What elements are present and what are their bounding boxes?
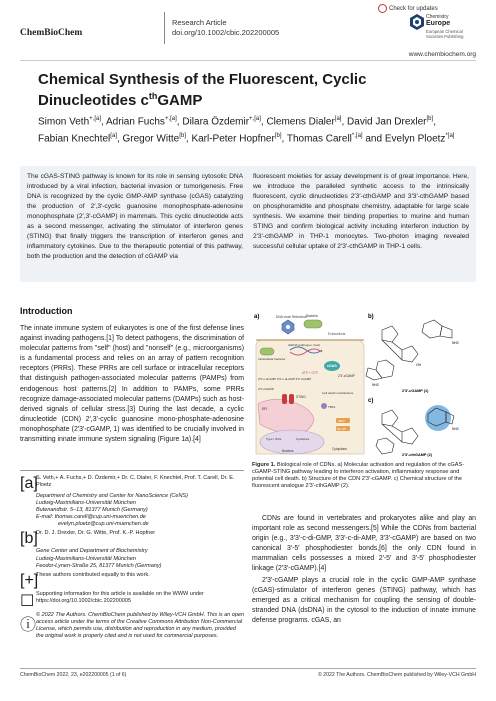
title-main: Chemical Synthesis of the Fluorescent, Cyclic Dinucleotides c (38, 71, 367, 109)
author-name: Clemens Dialer (266, 116, 335, 128)
society-name: Europe (426, 20, 451, 27)
cgamp-lower-label: 2′3′-cGAMP (258, 387, 274, 391)
author-affiliation: [b] (179, 133, 186, 140)
aff-b-label: [b] (20, 530, 38, 548)
society-subtitle: European Chemical Societies Publishing (426, 29, 464, 39)
author-affiliation: +,[a] (249, 116, 261, 122)
cgas-label: cGAS (327, 364, 337, 368)
aff-a-email[interactable]: E-mail: thomas.carell@cup.uni-muenchen.de (36, 514, 146, 521)
plus-label: [+] (20, 571, 39, 589)
supp-text[interactable]: Supporting information for this article is available on the WWW under https://doi.org/10.1002/cbic.202200005 (36, 590, 204, 604)
figure-1 (252, 310, 476, 458)
cgamp-label: 2′3′-cGAMP (338, 374, 355, 378)
aff-a-email[interactable]: evelyn.ploetz@cup.uni-muenchen.de (58, 521, 149, 528)
tbk1-icon (321, 403, 327, 409)
license-note (20, 612, 244, 640)
author-affiliation: [b] (274, 133, 282, 140)
cdn-list-label: 2′3′-c-di-GMP 3′3′-c-di-AMP 3′3′-cGAMP (258, 377, 312, 381)
article-title (38, 71, 468, 109)
author-affiliation: [a] (334, 116, 342, 122)
caption-label: Figure 1. (252, 462, 276, 468)
compound-1-label: 2′3′-cGAMP (1) (402, 389, 429, 393)
nh2-label-3: NH2 (452, 427, 459, 431)
society-top: Chemistry (426, 14, 449, 20)
cytokines-label: Cytokines (296, 437, 310, 441)
affiliation-a (20, 475, 244, 493)
aff-a-names: S. Veth,+ A. Fuchs,+ D. Özdemir,+ Dr. C. Dialer, F. Knechtel, Prof. T. Carell, Dr. E. Ploetz (36, 475, 235, 489)
aff-b-names: Dr. D. J. Drexler, Dr. G. Witte, Prof. K.-P. Hopfner (36, 530, 156, 537)
page-footer (20, 668, 476, 678)
author-name: David Jan Drexler (347, 116, 427, 128)
author-name: Adrian Fuchs (106, 116, 165, 128)
nfkb-label: NF-κB (337, 427, 346, 431)
oh-label: OH (416, 363, 422, 367)
updates-icon (378, 4, 387, 13)
nh2-label-2: NH2 (372, 383, 379, 387)
virus-icon (282, 320, 294, 334)
dsdna-label: dsDNA (pathogen, host) (288, 343, 321, 347)
panel-a-label: a) (254, 314, 260, 320)
nucleus-label: Nucleus (282, 449, 294, 453)
journal-website[interactable]: www.chembiochem.org (408, 51, 476, 58)
affiliation-b (20, 530, 244, 548)
intracellular-bacteria-icon (260, 348, 274, 355)
header-divider (164, 12, 165, 44)
author-name: Evelyn Ploetz (384, 133, 446, 145)
extracellular-label: Extracellular (328, 332, 346, 336)
supporting-info-note (20, 591, 244, 611)
figure-caption (252, 462, 476, 490)
open-access-icon: ⓘ (20, 616, 37, 634)
page-header (20, 5, 476, 48)
tbk1-label: TBK1 (328, 405, 336, 409)
aff-b-line: Feodor-Lynen-Straße 25, 81377 Munich (Germany) (36, 562, 162, 569)
cell-death-label: Cell death mechanisms (322, 391, 354, 395)
nh2-label: NH2 (452, 341, 459, 345)
author-name: Thomas Carell (286, 133, 352, 145)
aff-b-line: Ludwig-Maximilians-Universität München (36, 555, 136, 562)
license-text: © 2022 The Authors. ChemBioChem published by Wiley-VCH GmbH. This is an open access article under the terms of the Creative Commons Attribution Non-Commercial License, which permits use, distribution and reproduction in any medium, provided the original work is properly cited and is not used for commercial purposes. (36, 611, 245, 640)
article-type: Research Article (172, 18, 227, 27)
aff-a-line: Ludwig-Maximilians-Universität München (36, 500, 136, 507)
compound-2-label: 2′3′-cthGAMP (2) (402, 453, 433, 457)
check-updates-button[interactable] (378, 4, 438, 13)
bacteria-icon (304, 320, 322, 328)
equal-contribution-note (20, 572, 244, 590)
authors-and: and (362, 133, 385, 145)
intro-paragraph: The innate immune system of eukaryotes is one of the first defense lines against invading pathogens.[1] To detect pathogens, the discrimination of molecular patterns from "self" (host) and "nonself" (e.g., microorganisms) is a fundamental process and relies on an array of pattern recognition receptors (PRRs). These PRRs are cell surface or intracellular receptors that distinguish pathogen-associated molecular patterns (PAMPs) from endogenous host patterns.[2] In addition to PAMPs, some PRRs recognize damage-associated molecular patterns (DAMPs) such as host-derived signals of cellular stress.[3] During the last decade, a cyclic dinucleotide (CDN) 2′,3′-cyclic guanosine mono-phosphate-adenosine monophosphate (2′3′-cGAMP, 1) was identified to be crucially involved in transmitting innate immune system signaling (Figure 1a).[4] (20, 325, 244, 444)
cgamp-structure (366, 320, 452, 380)
aff-b-line: Gene Center and Department of Biochemistry (36, 548, 148, 555)
chemistry-europe-emblem-icon (410, 14, 424, 30)
panel-c-label: c) (368, 398, 374, 404)
caption-text: Biological role of CDNs. a) Molecular activation and regulation of the cGAS-cGAMP-STING pathway leading to interferon activation, inflammatory response and potential cell death. b) Structure of the CDN 2′3′-cGAMP. c) Chemical structure of the fluorescent analogue 2′3′-cthGAMP (2). (252, 462, 465, 489)
er-label: ER (262, 407, 267, 411)
abstract-left: The cGAS-STING pathway is known for its role in sensing cytosolic DNA introduced by a viral infection, bacterial invasion or tumorigenesis. Free DNA is recognized by the cyclic GMP-AMP synthase (cGAS) catalyzing the production of 2′,3′-cyclic guanosine monophosphate-adenosine monophosphate (2′,3′-cGAMP) in mammals. This cyclic dinucleotide acts as a second messenger, activating the stimulator of interferon genes (STING) that finally triggers the transcription of interferon genes and inflammatory cytokines. Due to the therapeutic potential of this pathway, both the production and the detection of cGAMP via (27, 173, 243, 260)
author-name: Dilara Özdemir (182, 116, 250, 128)
aff-a-label: [a] (20, 475, 38, 492)
affiliations-block (20, 470, 244, 640)
intracellular-label: Intracellular bacteria (258, 357, 286, 361)
footer-left: ChemBioChem 2022, 23, e202200005 (1 of 6) (20, 672, 127, 678)
updates-label: Check for updates (389, 5, 438, 12)
atp-gtp-label: ATP + GTP (302, 371, 319, 375)
plus-text: These authors contributed equally to this work. (36, 571, 150, 578)
sting-label: STING (296, 395, 306, 399)
right-column (252, 514, 476, 626)
aff-a-line: Butenandtstr. 5–13, 81377 Munich (Germany) (36, 507, 148, 514)
aff-a-line: Department of Chemistry and Center for NanoScience (CeNS) (36, 493, 188, 499)
header-rule (20, 60, 476, 61)
doi-link[interactable]: doi.org/10.1002/cbic.202200005 (172, 28, 280, 37)
abstract-box (20, 166, 476, 282)
paragraph: CDNs are found in vertebrates and prokaryotes alike and play an important role as second messengers.[5] While the CDNs from bacterial origin (e.g., 3′3′-c-di-GMP, 3′3′-c-di-AMP, 3′3′-cGAMP) are based on two canonical 3′-5′ phosphodiester bonds,[6] the only CDN found in mammalian cells possesses a mixed 2′-5′ and 3′-5′ phosphodiester linkage (2′3′-cGAMP).[4] (252, 515, 476, 573)
author-affiliation: *,[a] (351, 133, 363, 140)
supporting-info-icon: ☐ (20, 592, 35, 610)
footer-right: © 2022 The Authors. ChemBioChem published by Wiley-VCH GmbH (318, 672, 476, 678)
intro-column (20, 306, 244, 445)
dna-virus-label: DNA virus/ Retrovirus (276, 315, 307, 319)
type1-label: Type I IFNs (266, 437, 282, 441)
title-sup: th (148, 91, 158, 101)
paragraph: 2′3′-cGAMP plays a crucial role in the cyclic GMP-AMP synthase (cGAS)-stimulator of interferon genes (STING) pathway, which has emerged as a critical mechanism for coupling the sensing of double-stranded DNA (dsDNA) in the cytosol to the induction of innate immune defense programs. cGAS, an (252, 576, 476, 624)
irf3-label: IRF3 (338, 419, 345, 423)
author-list: Simon Veth$^{+,[a]}$, Adrian Fuchs$^{+,[a]}$, Dilara Özdemir$^{+,[a]}$, Clemens Dialer[a], David Jan Drexler[b], Fabian Knechtel[a], Gregor Witte[b], Karl-Peter Hopfner[b], Thomas Carell$^{*,[a]}$ and Evelyn Ploetz$^{*[a]}$ (38, 116, 455, 145)
author-name: Simon Veth (38, 116, 90, 128)
cytoplasm-label: Cytoplasm (332, 447, 348, 451)
author-name: Fabian Knechtel (38, 133, 111, 145)
bacteria-label: Bacteria (306, 314, 318, 318)
cthgamp-structure (376, 410, 418, 454)
author-name: Karl-Peter Hopfner (191, 133, 275, 145)
abstract-right: fluorescent moieties for assay development is of great importance. Here, we introduce the paralleled synthetic access to the intrinsically fluorescent, cyclic dinucleotides 2′3′-cthGAMP and 3′3′-cthGAMP based on phosphoramidite and phosphate chemistry, adaptable for large scale synthesis. We examine their binding properties to murine and human STING and confirm biological activity including interferon induction by 2′3′-cthGAMP in THP-1 monocytes. Two-photon imaging revealed successful cellular uptake of 2′3′-cthGAMP in THP-1 cells. (253, 173, 469, 250)
author-affiliation: +,[a] (164, 116, 177, 122)
intro-heading: Introduction (20, 306, 73, 316)
author-name: Gregor Witte (122, 133, 180, 145)
journal-name: ChemBioChem (20, 28, 83, 38)
panel-b-label: b) (368, 314, 374, 320)
author-affiliation: [a] (110, 133, 117, 140)
author-affiliation: [b] (426, 116, 434, 122)
chemistry-europe-logo (410, 14, 476, 46)
title-end: GAMP (157, 92, 203, 109)
author-affiliation: +,[a] (89, 116, 101, 122)
author-affiliation: *[a] (445, 133, 455, 140)
